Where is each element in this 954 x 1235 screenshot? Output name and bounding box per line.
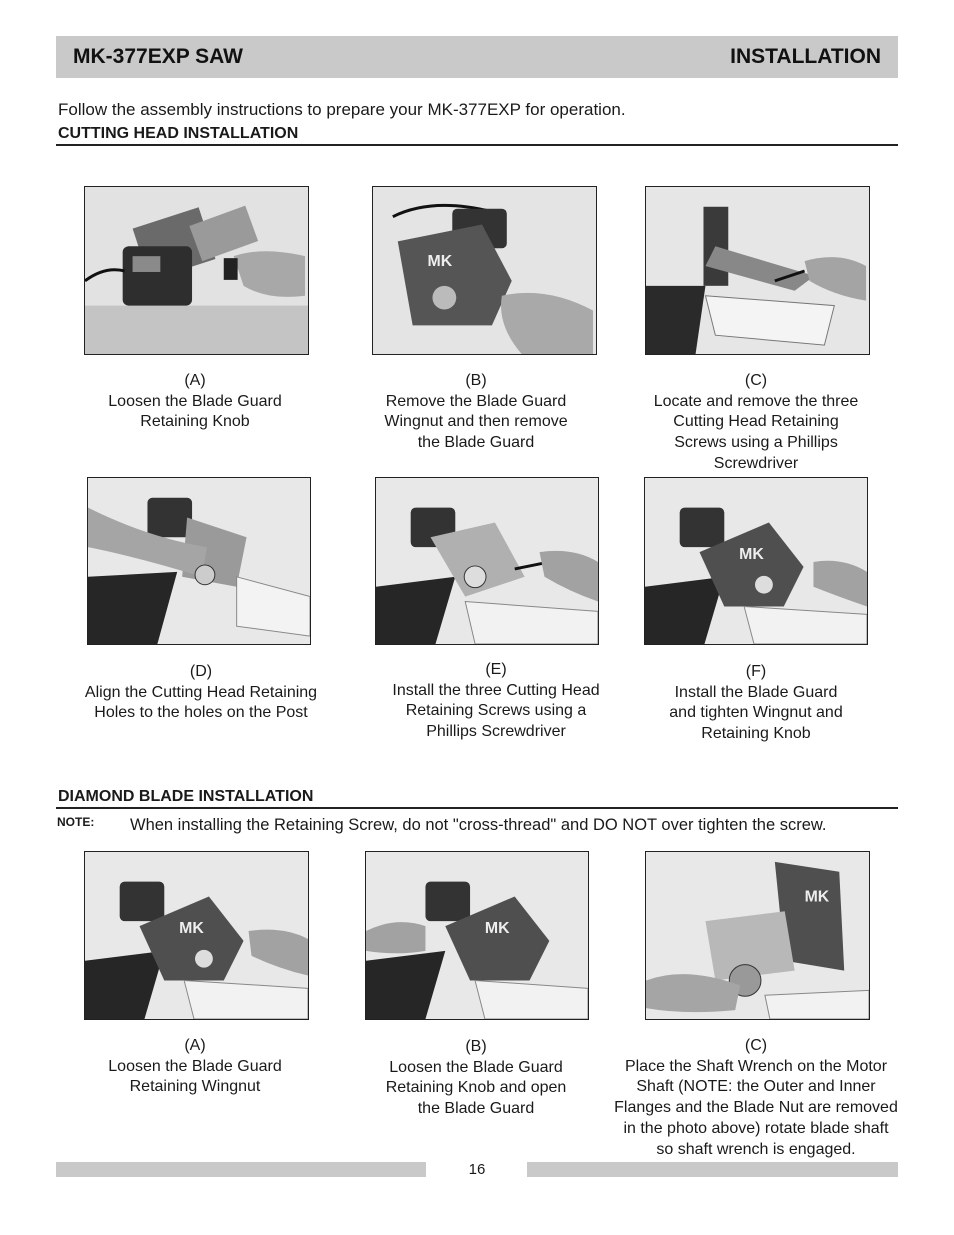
caption-letter: (B)	[465, 372, 487, 389]
caption-line: Holes to the holes on the Post	[94, 704, 308, 722]
photo-cutting-head-f	[644, 477, 868, 645]
footer-bar-right	[527, 1162, 898, 1177]
caption-cutting-head-d	[56, 662, 346, 724]
caption-diamond-blade-c	[598, 1036, 914, 1160]
caption-letter: (B)	[465, 1038, 487, 1055]
caption-line: Retaining Knob	[701, 725, 811, 743]
caption-letter: (C)	[744, 1037, 768, 1054]
caption-line: Remove the Blade Guard	[385, 392, 567, 410]
caption-line: Cutting Head Retaining	[673, 413, 839, 431]
caption-line: Retaining Wingnut	[129, 1078, 261, 1096]
caption-line: Retaining Knob	[140, 413, 250, 431]
section-title-cutting-head: CUTTING HEAD INSTALLATION	[56, 125, 898, 146]
caption-line: Flanges and the Blade Nut are removed	[614, 1099, 898, 1117]
caption-line: Wingnut and then remove	[384, 413, 568, 431]
caption-letter: (A)	[184, 372, 206, 389]
caption-line: Install the three Cutting Head	[392, 681, 600, 699]
logo-mk-b: MK	[427, 253, 453, 271]
caption-line: Shaft (NOTE: the Outer and Inner	[636, 1078, 876, 1096]
photo-cutting-head-c	[645, 186, 870, 355]
caption-line: the Blade Guard	[417, 1100, 535, 1118]
caption-line: Screws using a Phillips	[674, 434, 838, 452]
intro-text: Follow the assembly instructions to prepare your MK-377EXP for operation.	[58, 100, 626, 119]
note-label: NOTE:	[57, 815, 95, 829]
photo-diamond-blade-a	[84, 851, 309, 1020]
caption-cutting-head-b	[336, 371, 616, 454]
caption-cutting-head-c	[616, 371, 896, 475]
photo-cutting-head-d	[87, 477, 311, 645]
caption-line: Align the Cutting Head Retaining	[84, 683, 318, 701]
caption-letter: (F)	[745, 663, 767, 680]
caption-letter: (E)	[485, 661, 507, 678]
caption-diamond-blade-b	[336, 1037, 616, 1120]
caption-line: Loosen the Blade Guard	[108, 1057, 282, 1075]
caption-line: Install the Blade Guard	[674, 683, 838, 701]
caption-line: Locate and remove the three	[653, 392, 859, 410]
caption-line: Phillips Screwdriver	[426, 723, 566, 741]
note-text: When installing the Retaining Screw, do not "cross-thread" and DO NOT over tighten the screw.	[130, 816, 827, 834]
caption-line: Loosen the Blade Guard	[108, 392, 282, 410]
caption-letter: (A)	[184, 1037, 206, 1054]
caption-cutting-head-a	[56, 371, 334, 433]
caption-line: the Blade Guard	[417, 434, 535, 452]
logo-mk-da: MK	[179, 920, 204, 938]
header-bar	[56, 36, 898, 78]
caption-line: Loosen the Blade Guard	[389, 1058, 563, 1076]
section-title-diamond-blade: DIAMOND BLADE INSTALLATION	[56, 788, 898, 809]
caption-letter: (D)	[189, 663, 213, 680]
photo-diamond-blade-b	[365, 851, 589, 1020]
page-number: 16	[468, 1161, 486, 1178]
caption-line: Screwdriver	[713, 454, 799, 472]
photo-diamond-blade-c	[645, 851, 870, 1020]
header-title-left: MK-377EXP SAW	[73, 45, 243, 68]
photo-cutting-head-a	[84, 186, 309, 355]
photo-cutting-head-e	[375, 477, 599, 645]
caption-letter: (C)	[744, 372, 768, 389]
logo-mk-dc: MK	[804, 888, 830, 906]
caption-line: and tighten Wingnut and	[669, 704, 843, 722]
logo-mk-f: MK	[739, 546, 764, 564]
caption-line: so shaft wrench is engaged.	[656, 1140, 856, 1158]
caption-line: Retaining Knob and open	[385, 1079, 567, 1097]
caption-cutting-head-e	[356, 660, 636, 743]
caption-cutting-head-f	[616, 662, 896, 745]
caption-diamond-blade-a	[56, 1036, 334, 1098]
header-title-right: INSTALLATION	[730, 45, 881, 68]
caption-line: Place the Shaft Wrench on the Motor	[624, 1057, 888, 1075]
photo-cutting-head-b	[372, 186, 597, 355]
footer-bar-left	[56, 1162, 426, 1177]
logo-mk-db: MK	[484, 920, 510, 938]
caption-line: in the photo above) rotate blade shaft	[623, 1119, 889, 1137]
caption-line: Retaining Screws using a	[405, 702, 587, 720]
